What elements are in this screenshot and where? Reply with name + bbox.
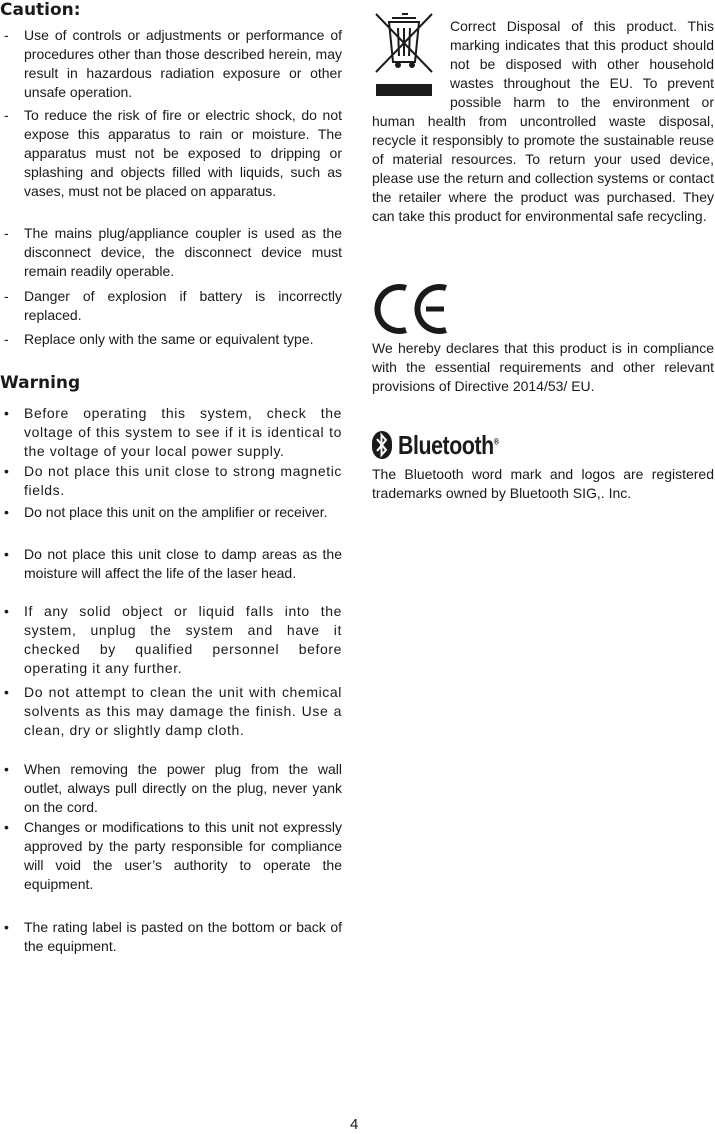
caution-item-text: Replace only with the same or equivalent type.: [24, 331, 314, 347]
disposal-paragraph: [372, 17, 714, 226]
dot-bullet: •: [4, 919, 9, 935]
ce-mark-label: CE: [374, 282, 376, 283]
caution-item: [0, 106, 342, 201]
warning-item-text: When removing the power plug from the wall outlet, always pull directly on the plug, never yank on the cord.: [24, 761, 342, 815]
warning-item: [0, 462, 342, 500]
dot-bullet: •: [4, 405, 10, 421]
disposal-text: Correct Disposal of this product. This marking indicates that this product should not be disposed with other household wastes throughout the EU. To prevent possible harm to the environment or human health from uncontrolled waste disposal, recycle it responsibly to promote the sustainable reuse of material resources. To return your used device, please use the return and collection systems or contact the retailer where the product was purchased. They can take this product for environmental safe recycling.: [372, 18, 714, 224]
warning-item-text: Do not place this unit on the amplifier or receiver.: [24, 504, 328, 520]
bluetooth-wordmark: Bluetooth®: [398, 429, 499, 460]
warning-item-text: Do not place this unit close to damp areas as the moisture will affect the life of the laser head.: [24, 546, 342, 581]
warning-item: [0, 545, 342, 583]
warning-item-text: Do not place this unit close to strong magnetic fields.: [24, 463, 342, 498]
caution-item: [0, 26, 342, 102]
dot-bullet: •: [4, 761, 9, 777]
caution-item: [0, 287, 342, 325]
dot-bullet: •: [4, 819, 9, 835]
bluetooth-logo: [372, 430, 521, 460]
dash-bullet: -: [4, 288, 9, 304]
caution-item-text: The mains plug/appliance coupler is used as the disconnect device, the disconnect device must remain readily operable.: [24, 225, 342, 279]
warning-item: [0, 404, 342, 461]
caution-item: [0, 330, 342, 349]
dot-bullet: •: [4, 684, 10, 700]
caution-heading: Caution:: [0, 0, 81, 20]
warning-item-text: The rating label is pasted on the bottom or back of the equipment.: [24, 919, 342, 954]
caution-item-text: To reduce the risk of fire or electric shock, do not expose this apparatus to rain or moisture. The apparatus must not be exposed to dripping or splashing and objects filled with liquids, such as vases, must not be placed on apparatus.: [24, 107, 342, 199]
dot-bullet: •: [4, 463, 10, 479]
dash-bullet: -: [4, 107, 9, 123]
warning-item: [0, 918, 342, 956]
warning-item: [0, 503, 342, 522]
caution-item: [0, 224, 342, 281]
ce-mark-icon: [374, 282, 452, 336]
warning-item: [0, 760, 342, 817]
warning-item: [0, 602, 342, 678]
caution-item-text: Danger of explosion if battery is incorrectly replaced.: [24, 288, 342, 323]
dot-bullet: •: [4, 603, 10, 619]
warning-item-text: Do not attempt to clean the unit with chemical solvents as this may damage the finish. Use a clean, dry or slightly damp cloth.: [24, 684, 342, 738]
dash-bullet: -: [4, 27, 9, 43]
bluetooth-trademark-text: The Bluetooth word mark and logos are registered trademarks owned by Bluetooth SIG,. Inc.: [372, 466, 714, 501]
warning-item: [0, 818, 342, 894]
dot-bullet: •: [4, 504, 9, 520]
dash-bullet: -: [4, 225, 9, 241]
caution-item-text: Use of controls or adjustments or performance of procedures other than those described herein, may result in hazardous radiation exposure or other unsafe operation.: [24, 27, 342, 100]
ce-declaration: We hereby declares that this product is in compliance with the essential requirements and other relevant provisions of Directive 2014/53/ EU.: [372, 340, 714, 394]
dot-bullet: •: [4, 546, 9, 562]
registered-mark: ®: [493, 435, 499, 446]
warning-item-text: If any solid object or liquid falls into the system, unplug the system and have it checked by qualified personnel before operating it any further.: [24, 603, 342, 676]
dash-bullet: -: [4, 331, 9, 347]
page-number: 4: [350, 1116, 359, 1133]
warning-item-text: Before operating this system, check the voltage of this system to see if it is identical to the voltage of your local power supply.: [24, 405, 342, 459]
warning-item-text: Changes or modifications to this unit not expressly approved by the party responsible for compliance will void the user’s authority to operate the equipment.: [24, 819, 342, 892]
warning-heading: Warning: [0, 373, 81, 393]
warning-item: [0, 683, 342, 740]
bluetooth-rune-icon: [372, 431, 392, 459]
